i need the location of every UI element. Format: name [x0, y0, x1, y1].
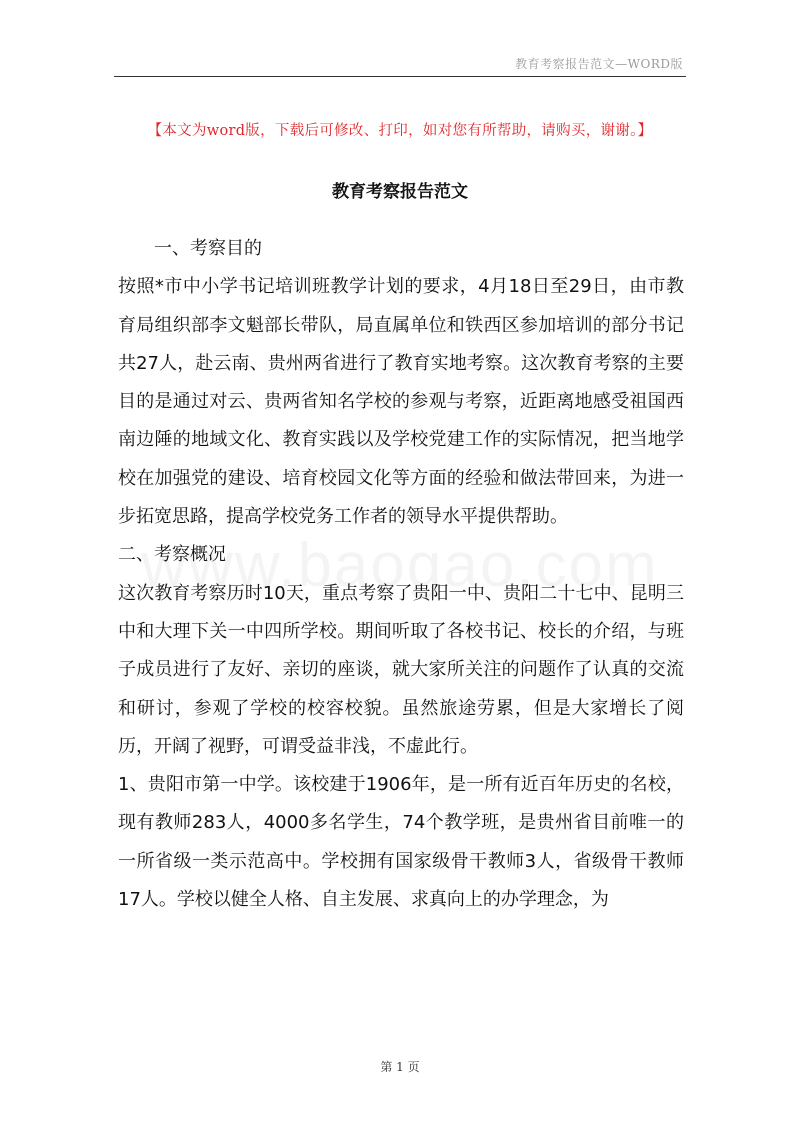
section-heading-overview: 二、考察概况 [118, 544, 226, 566]
document-title: 教育考察报告范文 [332, 182, 468, 202]
header-divider [114, 76, 686, 77]
paragraph-overview: 这次教育考察历时10天，重点考察了贵阳一中、贵阳二十七中、昆明三中和大理下关一中四所学校。期间听取了各校书记、校长的介绍，与班子成员进行了友好、亲切的座谈，就大家所关注的问题作了认真的交流和研讨，参观了学校的校容校貌。虽然旅途劳累，但是大家增长了阅历，开阔了视野，可谓受益非浅，不虚此行。 [118, 582, 684, 757]
purchase-notice: 【本文为word版，下载后可修改、打印，如对您有所帮助，请购买，谢谢。】 [147, 123, 653, 139]
paragraph-purpose: 按照*市中小学书记培训班教学计划的要求，4月18日至29日，由市教育局组织部李文魁部长带队，局直属单位和铁西区参加培训的部分书记共27人，赴云南、贵州两省进行了教育实地考察。这次教育考察的主要目的是通过对云、贵两省知名学校的参观与考察，近距离地感受祖国西南边陲的地域文化、教育实践以及学校党建工作的实际情况，把当地学校在加强党的建设、培育校园文化等方面的经验和做法带回来，为进一步拓宽思路，提高学校党务工作者的领导水平提供帮助。 [118, 276, 684, 528]
section-heading-purpose: 一、考察目的 [154, 238, 262, 259]
page-number: 第 1 页 [380, 1060, 420, 1074]
running-header: 教育考察报告范文—WORD版 [515, 57, 683, 71]
paragraph-school-1: 1、贵阳市第一中学。该校建于1906年，是一所有近百年历史的名校，现有教师283人，4000多名学生，74个教学班，是贵州省目前唯一的一所省级一类示范高中。学校拥有国家级骨干教师3人，省级骨干教师17人。学校以健全人格、自主发展、求真向上的办学理念，为 [118, 774, 684, 911]
document-body [118, 230, 684, 919]
